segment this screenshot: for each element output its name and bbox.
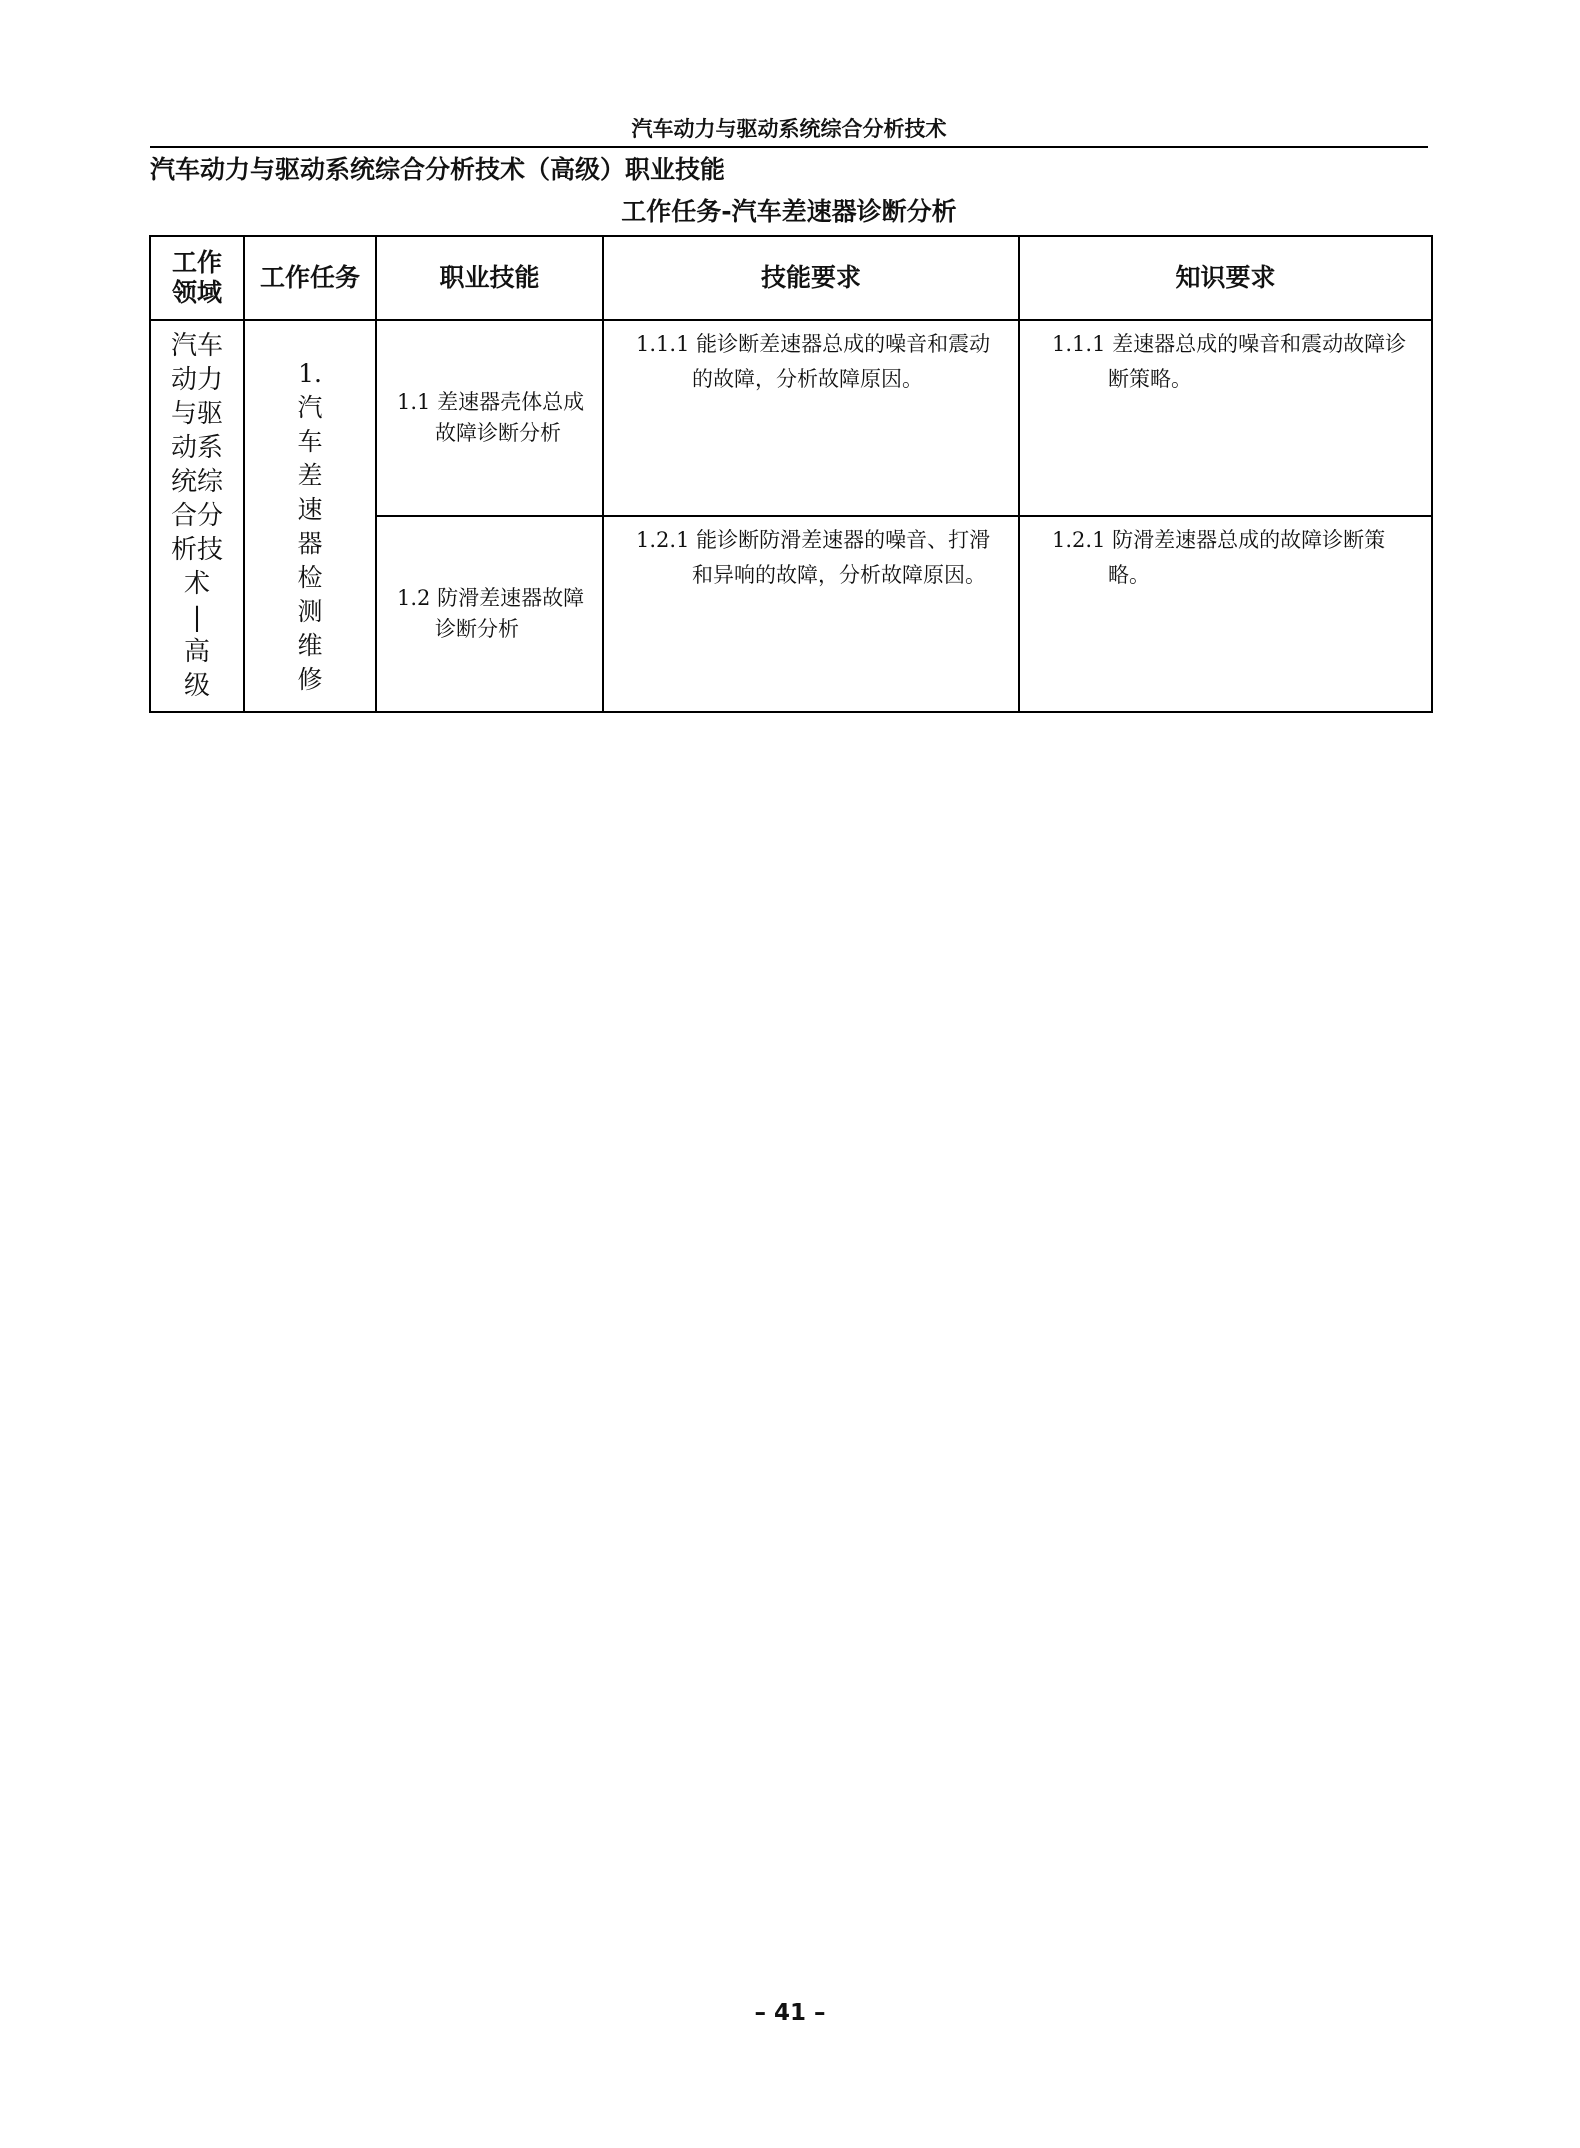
work-domain-line: 术 xyxy=(183,569,210,599)
work-domain-line: 高 xyxy=(183,637,210,667)
work-task-line: 1. xyxy=(298,359,322,388)
work-domain-line: 汽车 xyxy=(170,331,223,361)
knowledge-requirement-cell xyxy=(1019,320,1432,516)
work-task-line: 测 xyxy=(297,597,323,626)
column-header-skill-requirement: 技能要求 xyxy=(603,236,1019,320)
knowledge-requirement-text: 1.2.1 防滑差速器总成的故障诊断策略。 xyxy=(1052,528,1386,587)
work-task-line: 差 xyxy=(297,461,323,490)
work-task-line: 修 xyxy=(297,665,323,694)
column-header-work-task: 工作任务 xyxy=(244,236,376,320)
skill-text: 1.1 差速器壳体总成故障诊断分析 xyxy=(397,390,585,445)
column-header-line: 工作 xyxy=(171,248,222,277)
work-task-line: 器 xyxy=(297,529,323,558)
column-header-knowledge-requirement: 知识要求 xyxy=(1019,236,1432,320)
work-domain-line: 动力 xyxy=(170,365,223,395)
section-title: 汽车动力与驱动系统综合分析技术（高级）职业技能 xyxy=(150,155,726,184)
work-task-line: 车 xyxy=(297,427,323,456)
skill-cell xyxy=(376,320,603,516)
work-task-line: 速 xyxy=(297,495,323,524)
work-domain-line: 统综 xyxy=(170,467,223,497)
work-task-line: 检 xyxy=(297,563,323,592)
skill-cell xyxy=(376,516,603,712)
skill-requirement-text: 1.1.1 能诊断差速器总成的噪音和震动的故障，分析故障原因。 xyxy=(636,332,991,391)
table-row xyxy=(150,320,1432,516)
work-task-cell xyxy=(244,320,376,712)
skill-text: 1.2 防滑差速器故障诊断分析 xyxy=(397,586,585,641)
work-task-line: 汽 xyxy=(297,393,323,422)
work-domain-line: 动系 xyxy=(170,433,223,463)
skills-table xyxy=(149,235,1433,713)
page-number: – 41 – xyxy=(754,2000,826,2026)
skill-requirement-text: 1.2.1 能诊断防滑差速器的噪音、打滑和异响的故障，分析故障原因。 xyxy=(636,528,991,587)
skill-requirement-cell xyxy=(603,516,1019,712)
table-header-row xyxy=(150,236,1432,320)
knowledge-requirement-cell xyxy=(1019,516,1432,712)
work-domain-line: 级 xyxy=(183,671,210,701)
column-header-skill: 职业技能 xyxy=(376,236,603,320)
running-header: 汽车动力与驱动系统综合分析技术 xyxy=(631,117,947,141)
work-task-line: 维 xyxy=(297,631,323,660)
work-domain-line: 析技 xyxy=(170,535,223,565)
table-caption: 工作任务-汽车差速器诊断分析 xyxy=(621,197,957,226)
work-domain-line: | xyxy=(192,603,202,633)
work-domain-line: 合分 xyxy=(170,501,223,531)
knowledge-requirement-text: 1.1.1 差速器总成的噪音和震动故障诊断策略。 xyxy=(1052,332,1407,391)
work-domain-line: 与驱 xyxy=(170,399,223,429)
column-header-line: 领域 xyxy=(171,278,222,307)
skill-requirement-cell xyxy=(603,320,1019,516)
column-header-work-domain xyxy=(150,236,244,320)
work-domain-cell xyxy=(150,320,244,712)
header-divider xyxy=(150,146,1428,148)
